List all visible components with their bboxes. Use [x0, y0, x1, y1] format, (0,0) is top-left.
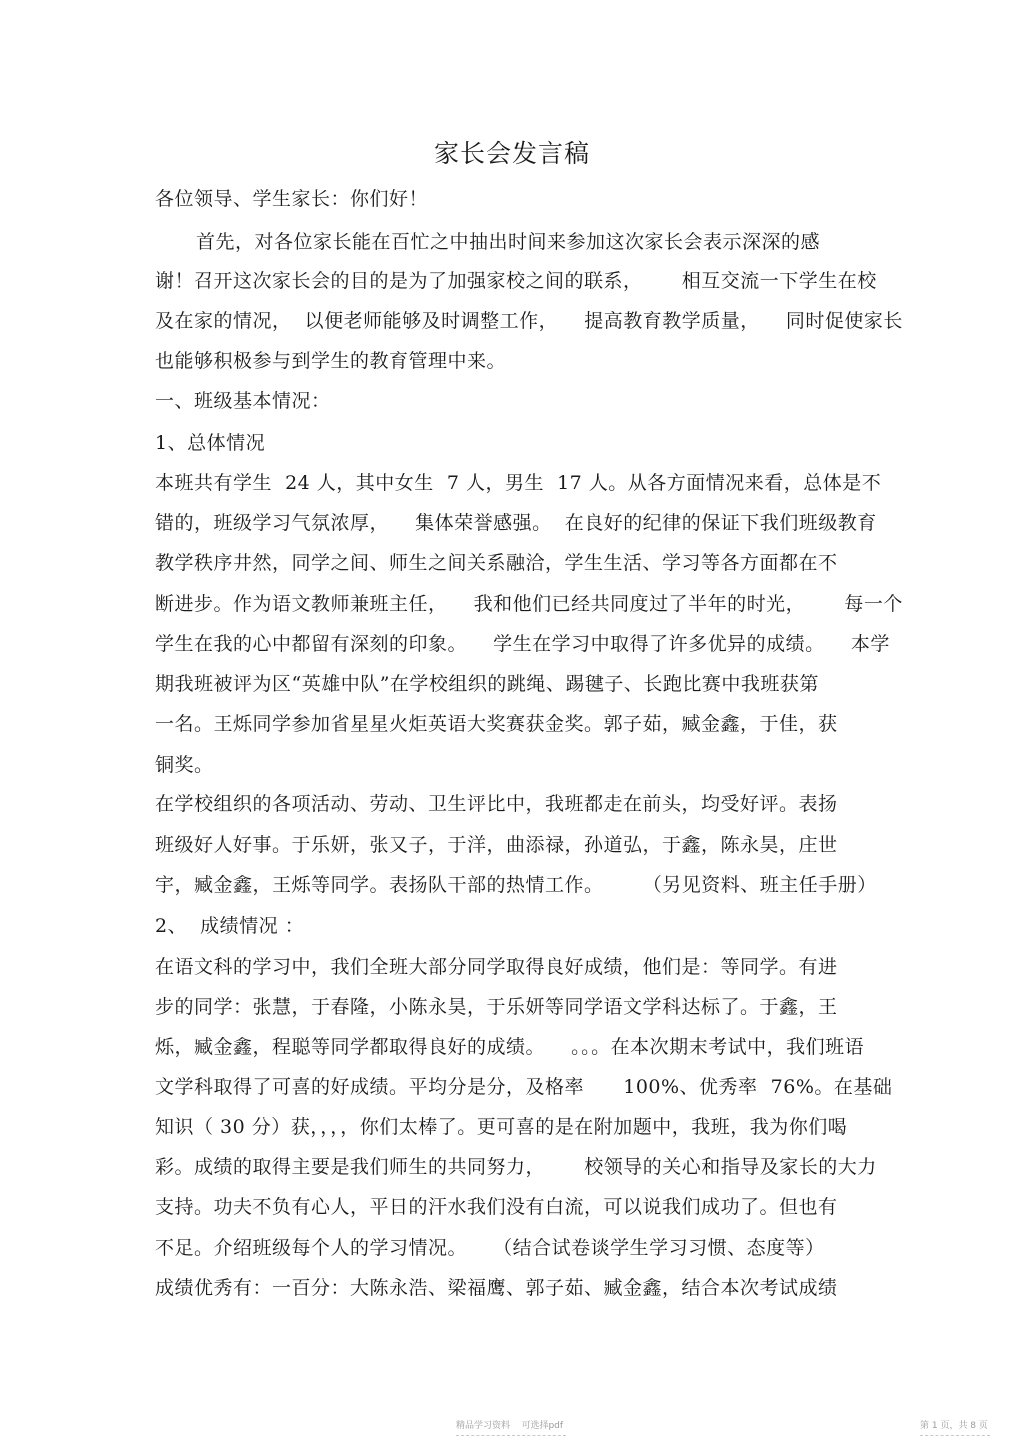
section-heading: 一、班级基本情况： — [155, 390, 331, 412]
footer-page-number: 第 1 页，共 8 页 — [920, 1421, 988, 1431]
subsection-heading: 1、总体情况 — [155, 432, 266, 454]
paragraph-line: 烁，臧金鑫，程聪等同学都取得良好的成绩。 。。。在本次期末考试中，我们班语 — [155, 1036, 865, 1058]
paragraph-line: 宇，臧金鑫，王烁等同学。表扬队干部的热情工作。 （另见资料、班主任手册） — [155, 874, 877, 896]
paragraph-line: 学生在我的心中都留有深刻的印象。 学生在学习中取得了许多优异的成绩。 本学 — [155, 633, 890, 655]
footer-divider — [456, 1435, 566, 1436]
paragraph-line: 铜奖。 — [155, 754, 214, 776]
paragraph-line: 期我班被评为区“英雄中队”在学校组织的跳绳、踢毽子、长跑比赛中我班获第 — [155, 673, 819, 695]
footer-source-label: 精品学习资料 可选择pdf — [456, 1421, 564, 1431]
paragraph-line: 本班共有学生 24 人，其中女生 7 人，男生 17 人。从各方面情况来看，总体是不 — [155, 472, 882, 494]
paragraph-line: 成绩优秀有：一百分：大陈永浩、梁福鹰、郭子茹、臧金鑫，结合本次考试成绩 — [155, 1277, 838, 1299]
paragraph-line: 也能够积极参与到学生的教育管理中来。 — [155, 350, 507, 372]
subsection-heading: 2、 成绩情况 ： — [155, 915, 305, 937]
paragraph-line: 彩。成绩的取得主要是我们师生的共同努力， 校领导的关心和指导及家长的大力 — [155, 1156, 877, 1178]
paragraph-line: 在语文科的学习中，我们全班大部分同学取得良好成绩，他们是：等同学。有进 — [155, 956, 838, 978]
paragraph-line: 知识（ 30 分）获，，，，你们太棒了。更可喜的是在附加题中，我班，我为你们喝 — [155, 1116, 848, 1138]
paragraph-line: 及在家的情况， 以便老师能够及时调整工作， 提高教育教学质量， 同时促使家长 — [155, 310, 903, 332]
document-title: 家长会发言稿 — [433, 139, 590, 168]
paragraph-line: 在学校组织的各项活动、劳动、卫生评比中，我班都走在前头，均受好评。表扬 — [155, 793, 838, 815]
paragraph-line: 文学科取得了可喜的好成绩。平均分是分，及格率 100%、优秀率 76%。在基础 — [155, 1076, 893, 1098]
paragraph-line: 支持。功夫不负有心人，平日的汗水我们没有白流，可以说我们成功了。但也有 — [155, 1196, 838, 1218]
paragraph-line: 首先，对各位家长能在百忙之中抽出时间来参加这次家长会表示深深的感 — [196, 231, 821, 253]
paragraph-line: 班级好人好事。于乐妍，张又子，于洋，曲添禄，孙道弘，于鑫，陈永昊，庄世 — [155, 834, 838, 856]
paragraph-line: 一名。王烁同学参加省星星火炬英语大奖赛获金奖。郭子茹，臧金鑫，于佳，获 — [155, 713, 838, 735]
paragraph-line: 教学秩序井然，同学之间、师生之间关系融洽，学生生活、学习等各方面都在不 — [155, 552, 838, 574]
paragraph-line: 步的同学：张慧，于春隆，小陈永昊，于乐妍等同学语文学科达标了。于鑫，王 — [155, 996, 838, 1018]
footer-divider — [920, 1435, 990, 1436]
paragraph-line: 断进步。作为语文教师兼班主任， 我和他们已经共同度过了半年的时光， 每一个 — [155, 593, 903, 615]
paragraph-line: 谢！召开这次家长会的目的是为了加强家校之间的联系， 相互交流一下学生在校 — [155, 270, 877, 292]
greeting-line: 各位领导、学生家长：你们好！ — [155, 188, 429, 210]
paragraph-line: 错的，班级学习气氛浓厚， 集体荣誉感强。 在良好的纪律的保证下我们班级教育 — [155, 512, 877, 534]
paragraph-line: 不足。介绍班级每个人的学习情况。 （结合试卷谈学生学习习惯、态度等） — [155, 1237, 825, 1259]
